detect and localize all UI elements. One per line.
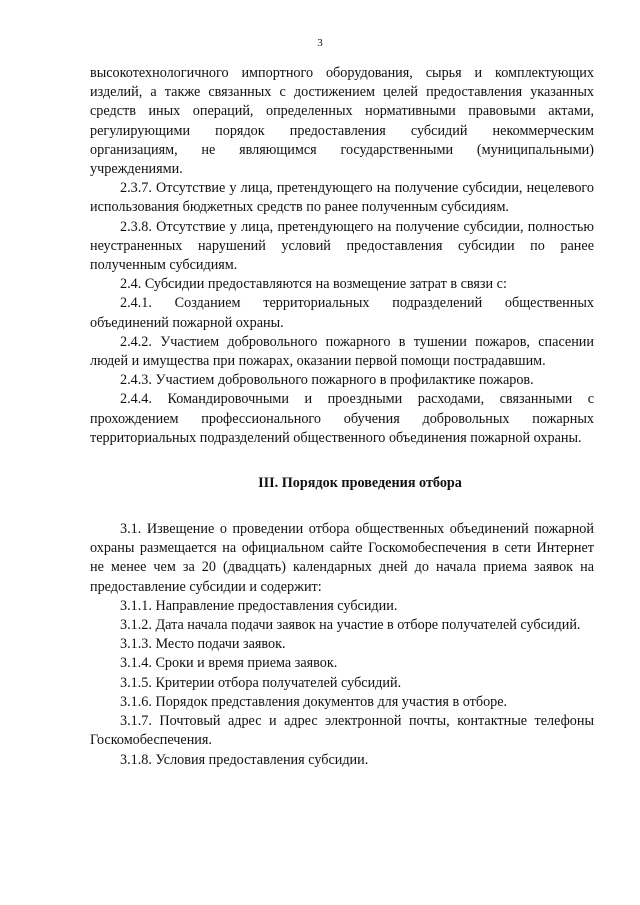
paragraph-2-4-1: 2.4.1. Созданием территориальных подразделений общественных объединений пожарной охраны. — [90, 295, 594, 331]
paragraph-3-1-3: 3.1.3. Место подачи заявок. — [120, 636, 286, 653]
paragraph-2-3-7: 2.3.7. Отсутствие у лица, претендующего на получение субсидии, нецелевого использования бюджетных средств по ранее полученным субсидиям. — [90, 180, 594, 216]
paragraph-2-4: 2.4. Субсидии предоставляются на возмещение затрат в связи с: — [120, 276, 507, 293]
document-body — [90, 64, 594, 770]
paragraph-3-1-1: 3.1.1. Направление предоставления субсидии. — [120, 597, 398, 614]
paragraph-2-4-3: 2.4.3. Участием добровольного пожарного в профилактике пожаров. — [120, 372, 534, 389]
paragraph-3-1-2: 3.1.2. Дата начала подачи заявок на участие в отборе получателей субсидий. — [120, 617, 581, 634]
paragraph-3-1-6: 3.1.6. Порядок представления документов для участия в отборе. — [120, 693, 508, 710]
paragraph-3-1: 3.1. Извещение о проведении отбора общественных объединений пожарной охраны размещается на официальном сайте Госкомобеспечения в сети Интернет не менее чем за 20 (двадцать) календарных дней до начала приема заявок на предоставление субсидии и содержит: — [90, 521, 594, 595]
paragraph-3-1-5: 3.1.5. Критерии отбора получателей субсидий. — [120, 674, 402, 691]
paragraph-continuation: высокотехнологичного импортного оборудования, сырья и комплектующих изделий, а также связанных с достижением целей предоставления указанных средств иных операций, определенных нормативными правовыми актами, регулирующими порядок предоставления субсидий некоммерческим организациям, не являющимся государственными (муниципальными) учреждениями. — [90, 65, 594, 178]
paragraph-2-4-2: 2.4.2. Участием добровольного пожарного в тушении пожаров, спасении людей и имущества при пожарах, оказании первой помощи пострадавшим. — [90, 333, 594, 370]
paragraph-2-3-8: 2.3.8. Отсутствие у лица, претендующего на получение субсидии, полностью неустраненных нарушений условий предоставления субсидии по ранее полученным субсидиям. — [90, 218, 594, 274]
section-heading: III. Порядок проведения отбора — [258, 475, 462, 492]
paragraph-3-1-4: 3.1.4. Сроки и время приема заявок. — [120, 655, 338, 672]
paragraph-3-1-8: 3.1.8. Условия предоставления субсидии. — [120, 751, 369, 768]
page-number: 3 — [317, 37, 323, 49]
paragraph-2-4-4: 2.4.4. Командировочными и проездными расходами, связанными с прохождением профессионального обучения добровольных пожарных территориальных подразделений общественного объединения пожарной охраны. — [90, 391, 594, 446]
section-heading-block — [90, 448, 594, 520]
paragraph-3-1-7: 3.1.7. Почтовый адрес и адрес электронной почты, контактные телефоны Госкомобеспечения. — [90, 713, 594, 749]
